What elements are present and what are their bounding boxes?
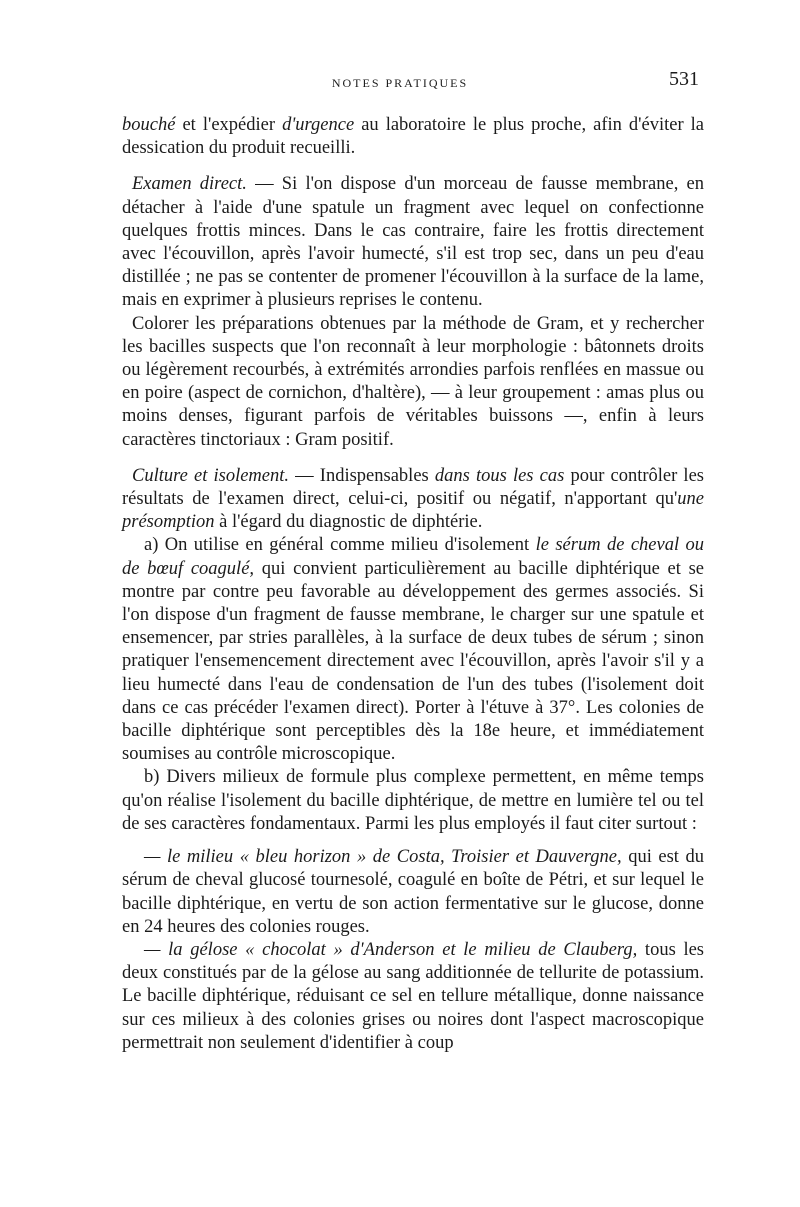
- text-run: Colorer les préparations obtenues par la méthode de Gram, et y rechercher les bacilles suspects que l'on reconnaît à leur morphologie : bâtonnets droits ou légèrement recourbés, à extrémités arrondies parfois renflées en massue ou en poire (aspect de cornichon, d'haltère), — à leur groupement : amas plus ou moins denses, figurant parfois de véritables buissons —, enfin à leurs caractères tinctoriaux : Gram positif.: [122, 313, 704, 450]
- text-run: à l'égard du diagnostic de diphtérie.: [214, 512, 483, 533]
- page-number: 531: [669, 68, 699, 90]
- italic-text: le sérum de cheval ou de bœuf coagulé,: [122, 535, 704, 579]
- text-run: et l'expédier: [175, 115, 283, 135]
- text-run: qui est du sérum de cheval glucosé tournesolé, coagulé en boîte de Pétri, et sur lequel le bacille diphtérique, en vertu de son action fermentative sur le glucose, donne en 24 heures des colonies rouges.: [122, 847, 704, 937]
- italic-text: dans tous les cas: [434, 465, 565, 486]
- italic-text: — le milieu « bleu horizon » de Costa, Troisier et Dauvergne,: [144, 847, 622, 868]
- italic-text: bouché: [122, 115, 176, 135]
- paragraph-item-b: [122, 766, 704, 836]
- paragraph-continuation: [122, 114, 704, 160]
- text-run: tous les deux constitués par de la gélose au sang additionnée de tellurite de potassium. Le bacille diphtérique, réduisant ce sel en tellure métallique, donne naissance sur ces milieux à des colonies grises ou noires dont l'aspect macroscopique permettrait non seulement d'identifier à coup: [122, 939, 705, 1053]
- paragraph-culture-isolement: [122, 465, 704, 535]
- running-title: NOTES PRATIQUES: [331, 76, 469, 90]
- text-run: — Indispensables: [289, 465, 435, 486]
- text-run: au laboratoire le plus proche, afin d'éviter la dessication du produit recueilli.: [122, 115, 704, 159]
- italic-text: une présomption: [122, 489, 704, 533]
- body-text: [122, 114, 704, 1055]
- italic-text: — la gélose « chocolat » d'Anderson et le milieu de Clauberg,: [144, 939, 638, 960]
- paragraph-examen-direct: [122, 173, 704, 312]
- text-run: qui convient particulièrement au bacille diphtérique et se montre par contre peu favorable au développement des germes associés. Si l'on dispose d'un fragment de fausse membrane, le charger sur une spatule et ensemencer, par stries parallèles, à la surface de deux tubes de sérum ; sinon pratiquer l'ensemencement directement avec l'écouvillon, après l'avoir s'il y a lieu humecté dans l'eau de condensation de l'un des tubes (l'isolement doit dans ce cas précéder l'examen direct). Porter à l'étuve à 37°. Les colonies de bacille diphtérique sont perceptibles dès la 18e heure, et immédiatement soumises au contrôle microscopique.: [122, 558, 704, 765]
- section-heading-culture: Culture et isolement.: [132, 465, 290, 486]
- text-run: pour contrôler les résultats de l'examen direct, celui-ci, positif ou négatif, n'apportant qu': [122, 465, 704, 510]
- paragraph-gelose-chocolat: [122, 939, 704, 1055]
- italic-text: d'urgence: [282, 115, 355, 135]
- text-run: — Si l'on dispose d'un morceau de fausse membrane, en détacher à l'aide d'une spatule un fragment avec lequel on confectionne quelques frottis minces. Dans le cas contraire, faire les frottis directement avec l'écouvillon, après l'avoir humecté, s'il est trop sec, dans un peu d'eau distillée ; ne pas se contenter de promener l'écouvillon à la surface de la lame, mais en exprimer à plusieurs reprises le contenu.: [122, 174, 704, 311]
- text-run: a) On utilise en général comme milieu d'isolement: [144, 535, 536, 556]
- text-run: b) Divers milieux de formule plus complexe permettent, en même temps qu'on réalise l'isolement du bacille diphtérique, de mettre en lumière tel ou tel de ses caractères fondamentaux. Parmi les plus employés il faut citer surtout :: [122, 767, 704, 834]
- section-heading-examen-direct: Examen direct.: [132, 174, 247, 195]
- paragraph-bleu-horizon: [122, 846, 704, 939]
- paragraph-coloration: [122, 313, 704, 452]
- paragraph-item-a: [122, 534, 704, 766]
